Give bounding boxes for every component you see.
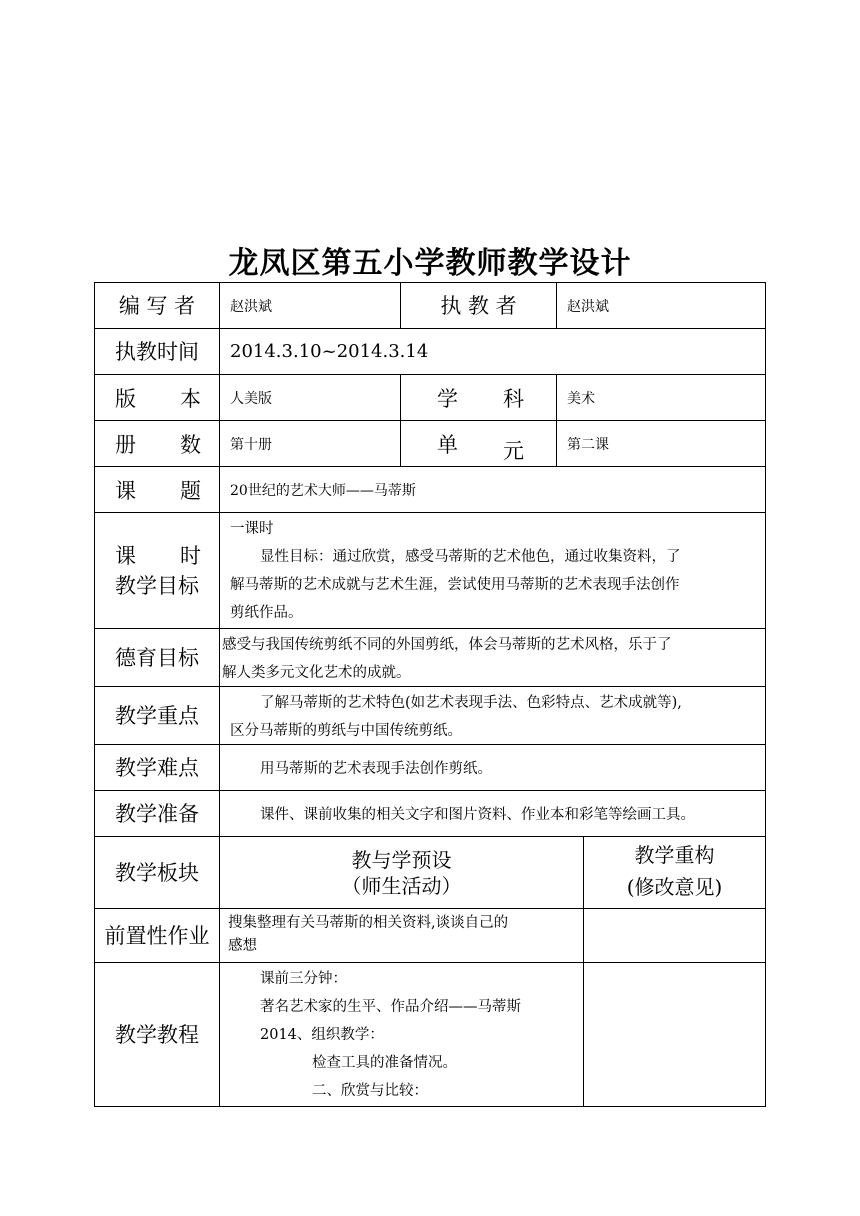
- teacher-label: 执 教 者: [440, 293, 517, 318]
- teacher-value: 赵洪斌: [567, 298, 609, 315]
- time-value: 2014.3.10~2014.3.14: [230, 341, 429, 362]
- objectives-line4: 剪纸作品。: [230, 605, 303, 621]
- difficulty-value: 用马蒂斯的艺术表现手法创作剪纸。: [260, 761, 492, 777]
- process-label: 教学教程: [115, 1022, 199, 1047]
- volume-label-b: 数: [180, 432, 201, 457]
- time-label: 执教时间: [115, 339, 199, 364]
- pre-homework-content: [220, 909, 583, 962]
- subject-value: 美术: [567, 390, 595, 407]
- pre-homework-label: 前置性作业: [104, 923, 210, 948]
- author-label: 编 写 者: [118, 293, 196, 318]
- prep-value: 课件、课前收集的相关文字和图片资料、作业本和彩笔等绘画工具。: [260, 807, 695, 823]
- process-line5: 二、欣赏与比较：: [312, 1083, 428, 1099]
- process-line2: 著名艺术家的生平、作品介绍——马蒂斯: [260, 999, 521, 1015]
- volume-value: 第十册: [230, 436, 272, 453]
- moral-line1: 感受与我国传统剪纸不同的外国剪纸，体会马蒂斯的艺术风格，乐于了: [222, 637, 672, 653]
- edition-label-a: 版: [115, 386, 136, 411]
- objectives-label-line2: 教学目标: [115, 573, 199, 598]
- lesson-value: 20世纪的艺术大师——马蒂斯: [230, 482, 416, 499]
- unit-label: [401, 421, 556, 466]
- process-line4: 检查工具的准备情况。: [312, 1055, 457, 1071]
- subject-label-b: 科: [503, 386, 524, 411]
- pre-homework-line1: 搜集整理有关马蒂斯的相关资料,谈谈自己的: [228, 915, 509, 931]
- key-line2: 区分马蒂斯的剪纸与中国传统剪纸。: [230, 723, 462, 739]
- unit-label-a: 单: [437, 432, 458, 457]
- blocks-col2-header: [220, 837, 583, 908]
- objectives-label-a: 课: [115, 543, 136, 568]
- lesson-label-a: 课: [115, 478, 136, 503]
- lesson-label-b: 题: [180, 478, 201, 503]
- blocks-col2-line2: （师生活动）: [341, 873, 462, 898]
- process-content: [220, 963, 583, 1106]
- prep-label: 教学准备: [115, 801, 199, 826]
- objectives-content: [220, 513, 765, 628]
- process-line3: 2014、组织教学：: [260, 1027, 384, 1043]
- author-value: 赵洪斌: [230, 298, 272, 315]
- moral-line2: 解人类多元文化艺术的成就。: [222, 665, 411, 681]
- edition-label-b: 本: [180, 386, 201, 411]
- key-label: 教学重点: [115, 703, 199, 728]
- key-line1: 了解马蒂斯的艺术特色(如艺术表现手法、色彩特点、艺术成就等),: [260, 695, 682, 711]
- moral-content: [220, 629, 765, 686]
- edition-value: 人美版: [230, 390, 272, 407]
- subject-label: [401, 375, 556, 420]
- objectives-line2: 显性目标：通过欣赏，感受马蒂斯的艺术他色，通过收集资料，了: [260, 549, 681, 565]
- volume-label: [95, 421, 219, 466]
- page-title: 龙凤区第五小学教师教学设计: [228, 246, 632, 281]
- moral-label: 德育目标: [115, 645, 199, 670]
- subject-label-a: 学: [437, 386, 458, 411]
- unit-value: 第二课: [567, 436, 609, 453]
- difficulty-label: 教学难点: [115, 755, 199, 780]
- process-line1: 课前三分钟：: [260, 971, 347, 987]
- blocks-col3-line1: 教学重构: [634, 843, 715, 867]
- blocks-col3-line2: (修改意见): [626, 875, 723, 899]
- edition-label: [95, 375, 219, 420]
- objectives-label: [95, 513, 219, 628]
- pre-homework-line2: 感想: [228, 938, 257, 954]
- objectives-label-b: 时: [180, 543, 201, 568]
- blocks-col3-header: [584, 837, 765, 908]
- volume-label-a: 册: [115, 432, 136, 457]
- key-content: [220, 687, 765, 744]
- blocks-label: 教学板块: [115, 860, 199, 885]
- lesson-label: [95, 467, 219, 512]
- unit-label-b: 元: [503, 438, 524, 463]
- objectives-line3: 解马蒂斯的艺术成就与艺术生涯，尝试使用马蒂斯的艺术表现手法创作: [230, 577, 680, 593]
- blocks-col2-line1: 教与学预设: [351, 847, 452, 872]
- objectives-line1: 一课时: [230, 521, 274, 537]
